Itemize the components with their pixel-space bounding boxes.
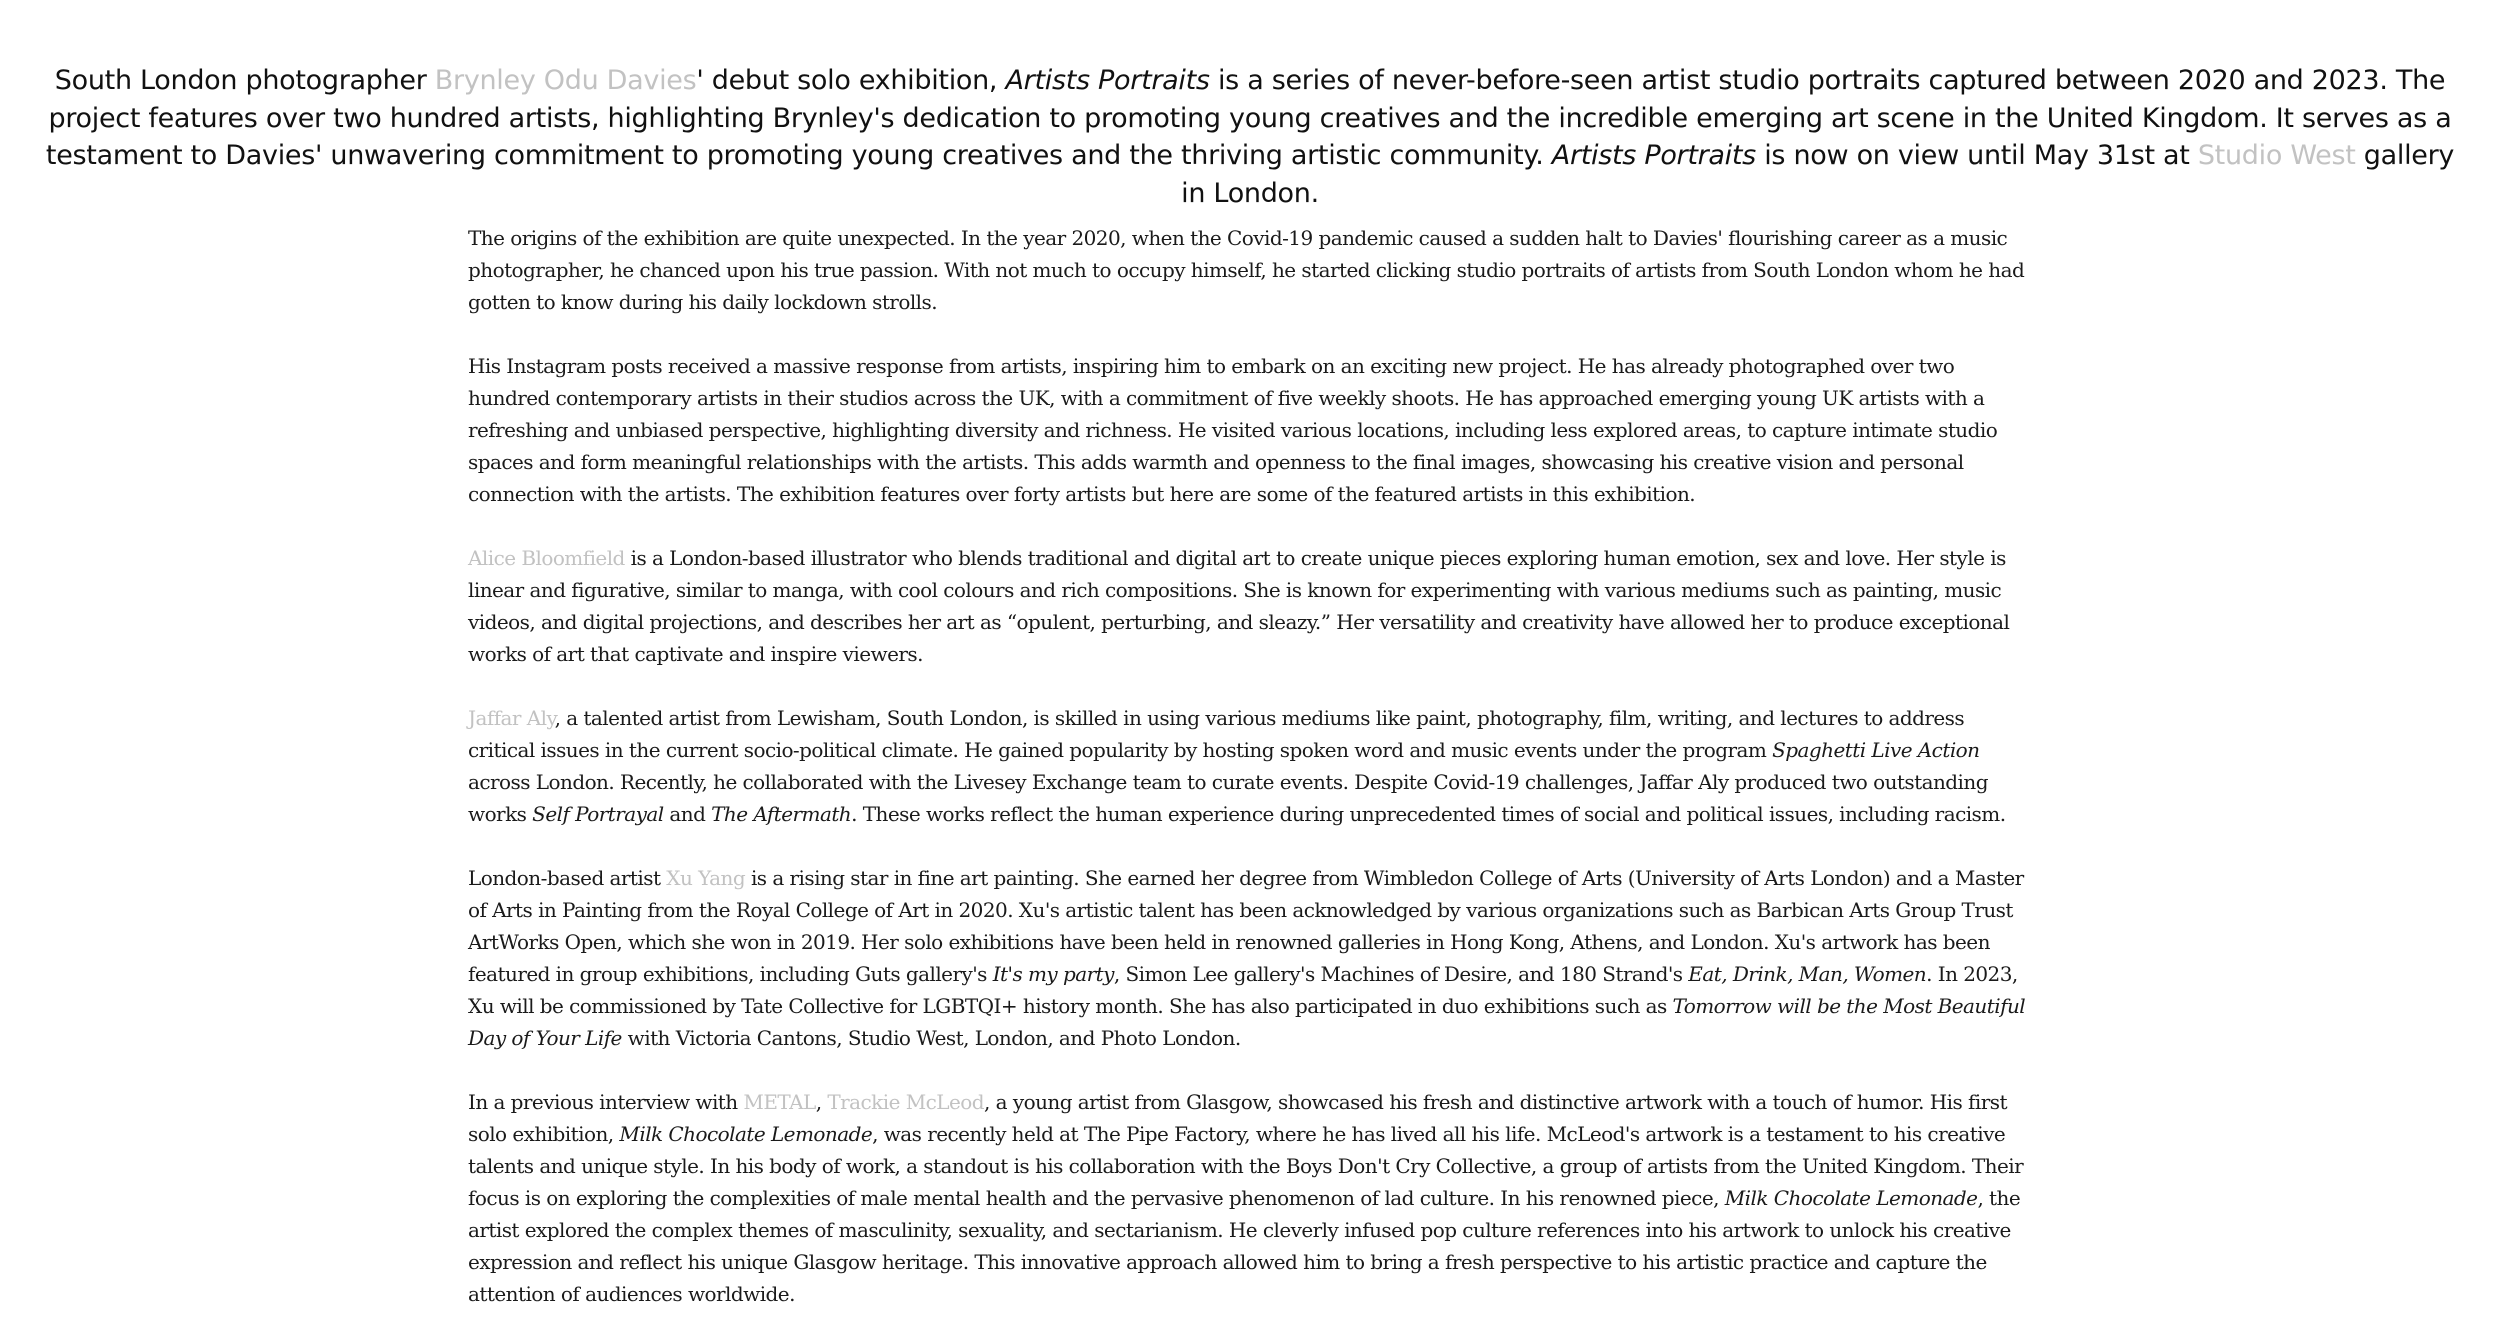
- exhibition-title: Artists Portraits: [1005, 65, 1210, 96]
- paragraph-instagram: His Instagram posts received a massive response from artists, inspiring him to embark on an exciting new project. He has already photographed over two hundred contemporary artists in their studios across the UK, with a commitment of five weekly shoots. He has approached emerging young UK artists with a refreshing and unbiased perspective, highlighting diversity and richness. He visited various locations, including less explored areas, to capture intimate studio spaces and form meaningful relationships with the artists. This adds warmth and openness to the final images, showcasing his creative vision and personal connection with the artists. The exhibition features over forty artists but here are some of the featured artists in this exhibition.: [468, 354, 1998, 506]
- work-title: Tomorrow will be the Most Beautiful Day of Your Life: [468, 994, 2026, 1050]
- intro-text: ' debut solo exhibition,: [696, 65, 1006, 96]
- paragraph-text: , the artist explored the complex themes of masculinity, sexuality, and sectarianism. He cleverly infused pop culture references into his artwork to unlock his creative expression and reflect his unique Glasgow heritage. This innovative approach allowed him to bring a fresh perspective to his artistic practice and capture the attention of audiences worldwide.: [468, 1186, 2021, 1306]
- paragraph-jaffar-aly: [468, 702, 2034, 830]
- paragraph-text: is a London-based illustrator who blends traditional and digital art to create unique pieces exploring human emotion, sex and love. Her style is linear and figurative, similar to manga, with cool colours and rich compositions. She is known for experimenting with various mediums such as painting, music videos, and digital projections, and describes her art as “opulent, perturbing, and sleazy.” Her versatility and creativity have allowed her to produce exceptional works of art that captivate and inspire viewers.: [468, 546, 2010, 666]
- gallery-link[interactable]: Studio West: [2197, 140, 2356, 171]
- paragraph-text: and: [663, 802, 712, 826]
- paragraph-trackie-mcleod: [468, 1086, 2034, 1310]
- exhibition-title: Artists Portraits: [1551, 140, 1756, 171]
- paragraph-xu-yang: [468, 862, 2034, 1054]
- artist-link-xu-yang[interactable]: Xu Yang: [666, 866, 746, 890]
- paragraph-text: , was recently held at The Pipe Factory, where he has lived all his life. McLeod's artwork is a testament to his creative talents and unique style. In his body of work, a standout is his collaboration with the Boys Don't Cry Collective, a group of artists from the United Kingdom. Their focus is on exploring the complexities of male mental health and the pervasive phenomenon of lad culture. In his renowned piece,: [468, 1122, 2024, 1210]
- paragraph-text: , Simon Lee gallery's Machines of Desire, and 180 Strand's: [1113, 962, 1689, 986]
- artist-link-alice-bloomfield[interactable]: Alice Bloomfield: [468, 546, 625, 570]
- work-title: The Aftermath: [711, 802, 852, 826]
- work-title: Spaghetti Live Action: [1772, 738, 1980, 762]
- paragraph-text: . These works reflect the human experience during unprecedented times of social and political issues, including racism.: [851, 802, 2006, 826]
- paragraph-text: London-based artist: [468, 866, 667, 890]
- paragraph-text: , a young artist from Glasgow, showcased his fresh and distinctive artwork with a touch of humor. His first solo exhibition,: [468, 1090, 2007, 1146]
- work-title: Milk Chocolate Lemonade: [1724, 1186, 1978, 1210]
- paragraph-text: , a talented artist from Lewisham, South London, is skilled in using various mediums like paint, photography, film, writing, and lectures to address critical issues in the current socio-political climate. He gained popularity by hosting spoken word and music events under the program: [468, 706, 1965, 762]
- intro-paragraph: [40, 62, 2460, 212]
- work-title: Milk Chocolate Lemonade: [619, 1122, 873, 1146]
- artist-link-jaffar-aly[interactable]: Jaffar Aly: [468, 706, 555, 730]
- paragraph-text: across London. Recently, he collaborated with the Livesey Exchange team to curate events. Despite Covid-19 challenges, Jaffar Aly produced two outstanding works: [468, 770, 1988, 826]
- paragraph-text: ,: [815, 1090, 828, 1114]
- paragraph-text: In a previous interview with: [468, 1090, 744, 1114]
- artist-link-trackie-mcleod[interactable]: Trackie McLeod: [827, 1090, 985, 1114]
- work-title: Self Portrayal: [532, 802, 664, 826]
- intro-text: gallery in London.: [1181, 140, 2455, 209]
- work-title: Eat, Drink, Man, Women: [1688, 962, 1927, 986]
- intro-text: South London photographer: [54, 65, 435, 96]
- paragraph-text: is a rising star in fine art painting. She earned her degree from Wimbledon College of Arts (University of Arts London) and a Master of Arts in Painting from the Royal College of Art in 2020. Xu's artistic talent has been acknowledged by various organizations such as Barbican Arts Group Trust ArtWorks Open, which she won in 2019. Her solo exhibitions have been held in renowned galleries in Hong Kong, Athens, and London. Xu's artwork has been featured in group exhibitions, including Guts gallery's: [468, 866, 2024, 986]
- paragraph-alice-bloomfield: [468, 542, 2034, 670]
- photographer-link[interactable]: Brynley Odu Davies: [434, 65, 697, 96]
- paragraph-text: . In 2023, Xu will be commissioned by Tate Collective for LGBTQI+ history month. She has also participated in duo exhibitions such as: [468, 962, 2018, 1018]
- intro-text: is a series of never-before-seen artist studio portraits captured between 2020 and 2023. The project features over two hundred artists, highlighting Brynley's dedication to promoting young creatives and the incredible emerging art scene in the United Kingdom. It serves as a testament to Davies' unwavering commitment to promoting young creatives and the thriving artistic community.: [45, 65, 2452, 171]
- paragraph-text: with Victoria Cantons, Studio West, London, and Photo London.: [621, 1026, 1241, 1050]
- metal-link[interactable]: METAL: [743, 1090, 816, 1114]
- intro-text: is now on view until May 31st at: [1755, 140, 2198, 171]
- paragraph-origins: The origins of the exhibition are quite unexpected. In the year 2020, when the Covid-19 pandemic caused a sudden halt to Davies' flourishing career as a music photographer, he chanced upon his true passion. With not much to occupy himself, he started clicking studio portraits of artists from South London whom he had gotten to know during his daily lockdown strolls.: [468, 226, 2025, 314]
- article-body: [468, 222, 2034, 1342]
- work-title: It's my party: [992, 962, 1114, 986]
